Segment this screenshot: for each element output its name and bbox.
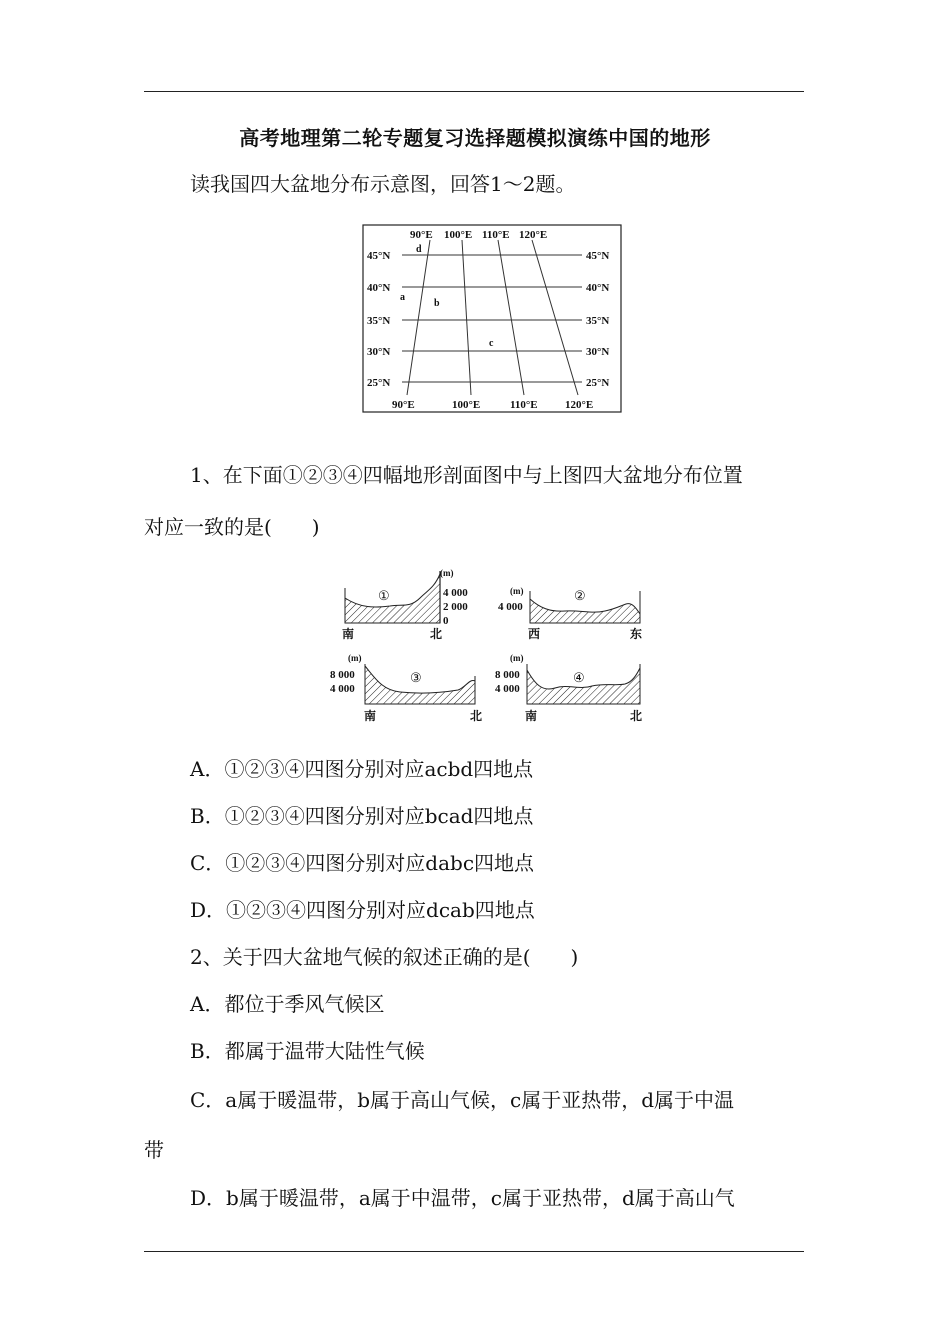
page-title: 高考地理第二轮专题复习选择题模拟演练中国的地形 <box>239 126 711 150</box>
profile-4-left-dir: 南 <box>525 709 538 723</box>
q1-option-b: B．①②③④四图分别对应bcad四地点 <box>190 804 534 828</box>
lat-label-left-30: 30°N <box>367 346 391 358</box>
profile-1-tick-2000: 2 000 <box>443 601 468 613</box>
lat-label-left-35: 35°N <box>367 315 391 327</box>
profile-3-tick-8000: 8 000 <box>330 669 355 681</box>
lat-label-right-45: 45°N <box>586 250 610 262</box>
point-label-a: a <box>400 292 405 303</box>
profile-1-left-dir: 南 <box>342 627 355 641</box>
top-lon-label-110: 110°E <box>482 229 510 241</box>
profile-1-tick-4000: 4 000 <box>443 587 468 599</box>
point-label-c: c <box>489 338 494 349</box>
profile-2 <box>498 586 642 641</box>
profile-3-left-dir: 南 <box>364 709 377 723</box>
lat-label-left-25: 25°N <box>367 377 391 389</box>
profile-2-unit: (m) <box>510 586 524 596</box>
bottom-lon-label-90: 90°E <box>392 399 415 411</box>
lat-label-left-40: 40°N <box>367 282 391 294</box>
q1-option-d: D．①②③④四图分别对应dcab四地点 <box>190 898 535 922</box>
profile-4-right-dir: 北 <box>630 709 643 723</box>
profile-4-unit: (m) <box>510 653 524 663</box>
top-lon-label-100: 100°E <box>444 229 473 241</box>
q2-option-b: B．都属于温带大陆性气候 <box>190 1039 425 1063</box>
lat-label-right-25: 25°N <box>586 377 610 389</box>
top-lon-label-120: 120°E <box>519 229 548 241</box>
q1-option-c: C．①②③④四图分别对应dabc四地点 <box>190 851 535 875</box>
basin-map-figure <box>362 224 622 413</box>
profile-1 <box>342 568 468 641</box>
question-1-line-1: 1、在下面①②③④四幅地形剖面图中与上图四大盆地分布位置 <box>190 463 743 487</box>
q2-option-c-line-1: C．a属于暖温带，b属于高山气候，c属于亚热带，d属于中温 <box>190 1088 735 1112</box>
bottom-lon-label-120: 120°E <box>565 399 594 411</box>
profile-3 <box>330 653 482 723</box>
profile-3-right-dir: 北 <box>470 709 483 723</box>
q1-option-a: A．①②③④四图分别对应acbd四地点 <box>190 757 534 781</box>
point-label-b: b <box>434 298 440 309</box>
question-1-line-2: 对应一致的是( ) <box>144 515 320 539</box>
profile-1-number: ① <box>378 588 390 603</box>
top-lon-label-90: 90°E <box>410 229 433 241</box>
lat-label-right-35: 35°N <box>586 315 610 327</box>
lat-label-left-45: 45°N <box>367 250 391 262</box>
profile-1-right-dir: 北 <box>430 627 443 641</box>
profile-4-number: ④ <box>573 670 585 685</box>
footer-rule <box>144 1251 804 1252</box>
q2-option-d-line-1: D．b属于暖温带，a属于中温带，c属于亚热带，d属于高山气 <box>190 1186 735 1210</box>
lat-label-right-30: 30°N <box>586 346 610 358</box>
profile-2-number: ② <box>574 588 586 603</box>
q2-option-a: A．都位于季风气候区 <box>190 992 385 1016</box>
header-rule <box>144 91 804 92</box>
profile-1-tick-0: 0 <box>443 615 449 627</box>
lat-label-right-40: 40°N <box>586 282 610 294</box>
profile-4-tick-4000: 4 000 <box>495 683 520 695</box>
profile-3-unit: (m) <box>348 653 362 663</box>
profile-2-tick-4000: 4 000 <box>498 601 523 613</box>
bottom-lon-label-110: 110°E <box>510 399 538 411</box>
profile-1-unit: (m) <box>440 568 454 578</box>
profile-2-right-dir: 东 <box>630 627 643 641</box>
profile-4 <box>495 653 642 723</box>
q2-option-c-line-2: 带 <box>144 1138 164 1162</box>
point-label-d: d <box>416 244 422 255</box>
question-2-stem: 2、关于四大盆地气候的叙述正确的是( ) <box>190 945 579 969</box>
terrain-profiles-figure <box>330 566 650 726</box>
profile-3-number: ③ <box>410 670 422 685</box>
intro-text: 读我国四大盆地分布示意图，回答1～2题。 <box>190 172 576 196</box>
profile-4-tick-8000: 8 000 <box>495 669 520 681</box>
profile-2-left-dir: 西 <box>528 627 541 641</box>
bottom-lon-label-100: 100°E <box>452 399 481 411</box>
profile-3-tick-4000: 4 000 <box>330 683 355 695</box>
